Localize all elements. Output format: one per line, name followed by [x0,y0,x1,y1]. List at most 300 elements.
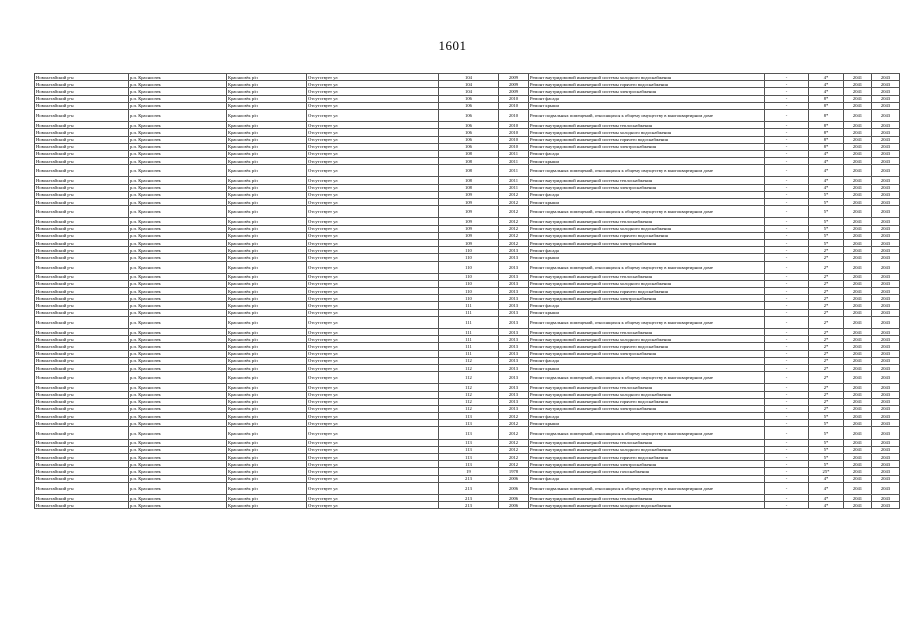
year-to-cell: 2043 [872,482,900,494]
district-cell: Новоалтайский р-н [35,177,129,184]
house-number-cell: 113 [439,427,499,439]
street-cell: Отсутствует ул [307,413,439,420]
year-built-cell: 2012 [499,446,529,453]
settlement-cell: р.п. Красноозек [129,350,227,357]
year-from-cell: 2041 [844,329,872,336]
value-cell: 2* [809,343,844,350]
table-row [35,502,900,509]
year-from-cell: 2041 [844,109,872,121]
year-built-cell: 2012 [499,454,529,461]
street-cell: Отсутствует ул [307,191,439,198]
district-cell: Новоалтайский р-н [35,218,129,225]
year-from-cell: 2041 [844,295,872,302]
value-cell: 5* [809,427,844,439]
street-cell: Отсутствует ул [307,446,439,453]
value-cell: 8* [809,95,844,102]
year-built-cell: 2013 [499,288,529,295]
street-cell: Отсутствует ул [307,136,439,143]
dash-cell: - [765,413,809,420]
work-type-cell: Ремонт внутридомовой инженерной системы электроснабжения [529,184,765,191]
year-to-cell: 2043 [872,165,900,177]
district-cell: Новоалтайский р-н [35,413,129,420]
year-from-cell: 2041 [844,350,872,357]
work-type-cell: Ремонт крыши [529,158,765,165]
year-from-cell: 2041 [844,372,872,384]
year-to-cell: 2043 [872,439,900,446]
year-to-cell: 2043 [872,468,900,475]
dash-cell: - [765,199,809,206]
district-cell: Новоалтайский р-н [35,232,129,239]
value-cell: 4* [809,165,844,177]
year-built-cell: 2012 [499,413,529,420]
house-number-cell: 110 [439,273,499,280]
settlement-cell: р.п. Красноозек [129,88,227,95]
work-type-cell: Ремонт фасада [529,302,765,309]
municipality-cell: Красноозёк р/п [227,364,307,371]
work-type-cell: Ремонт внутридомовой инженерной системы холодного водоснабжения [529,446,765,453]
settlement-cell: р.п. Красноозек [129,316,227,328]
street-cell: Отсутствует ул [307,502,439,509]
district-cell: Новоалтайский р-н [35,102,129,109]
value-cell: 2* [809,247,844,254]
settlement-cell: р.п. Красноозек [129,446,227,453]
year-from-cell: 2041 [844,95,872,102]
table-row [35,239,900,246]
year-from-cell: 2041 [844,184,872,191]
work-type-cell: Ремонт внутридомовой инженерной системы электроснабжения [529,461,765,468]
settlement-cell: р.п. Красноозек [129,81,227,88]
table-row [35,494,900,501]
work-type-cell: Ремонт внутридомовой инженерной системы горячего водоснабжения [529,454,765,461]
year-to-cell: 2043 [872,74,900,81]
street-cell: Отсутствует ул [307,372,439,384]
district-cell: Новоалтайский р-н [35,372,129,384]
year-from-cell: 2041 [844,247,872,254]
district-cell: Новоалтайский р-н [35,295,129,302]
table-row [35,150,900,157]
table-row [35,109,900,121]
municipality-cell: Красноозёк р/п [227,136,307,143]
table-row [35,184,900,191]
value-cell: 2* [809,372,844,384]
street-cell: Отсутствует ул [307,232,439,239]
street-cell: Отсутствует ул [307,461,439,468]
house-number-cell: 109 [439,218,499,225]
work-type-cell: Ремонт подвальных помещений, относящихся к общему имуществу в многоквартирном доме [529,109,765,121]
year-built-cell: 2006 [499,502,529,509]
dash-cell: - [765,427,809,439]
settlement-cell: р.п. Красноозек [129,109,227,121]
year-from-cell: 2041 [844,398,872,405]
municipality-cell: Красноозёк р/п [227,109,307,121]
district-cell: Новоалтайский р-н [35,302,129,309]
value-cell: 4* [809,88,844,95]
district-cell: Новоалтайский р-н [35,136,129,143]
year-built-cell: 1978 [499,468,529,475]
value-cell: 2* [809,309,844,316]
year-from-cell: 2041 [844,88,872,95]
street-cell: Отсутствует ул [307,143,439,150]
dash-cell: - [765,184,809,191]
year-from-cell: 2041 [844,420,872,427]
year-built-cell: 2011 [499,158,529,165]
work-type-cell: Ремонт внутридомовой инженерной системы электроснабжения [529,143,765,150]
settlement-cell: р.п. Красноозек [129,177,227,184]
year-from-cell: 2041 [844,225,872,232]
settlement-cell: р.п. Красноозек [129,247,227,254]
year-built-cell: 2012 [499,218,529,225]
year-built-cell: 2012 [499,232,529,239]
year-to-cell: 2043 [872,247,900,254]
house-number-cell: 106 [439,136,499,143]
work-type-cell: Ремонт внутридомовой инженерной системы электроснабжения [529,350,765,357]
value-cell: 2* [809,288,844,295]
dash-cell: - [765,329,809,336]
district-cell: Новоалтайский р-н [35,343,129,350]
year-from-cell: 2041 [844,454,872,461]
municipality-cell: Красноозёк р/п [227,405,307,412]
year-to-cell: 2043 [872,95,900,102]
year-built-cell: 2013 [499,391,529,398]
house-number-cell: 109 [439,225,499,232]
year-from-cell: 2041 [844,273,872,280]
work-type-cell: Ремонт подвальных помещений, относящихся к общему имуществу в многоквартирном доме [529,372,765,384]
municipality-cell: Красноозёк р/п [227,427,307,439]
dash-cell: - [765,295,809,302]
year-from-cell: 2041 [844,482,872,494]
dash-cell: - [765,273,809,280]
house-number-cell: 109 [439,206,499,218]
year-from-cell: 2041 [844,165,872,177]
street-cell: Отсутствует ул [307,177,439,184]
work-type-cell: Ремонт внутридомовой инженерной системы теплоснабжения [529,273,765,280]
table-row [35,446,900,453]
value-cell: 2* [809,391,844,398]
year-built-cell: 2013 [499,372,529,384]
settlement-cell: р.п. Красноозек [129,225,227,232]
dash-cell: - [765,316,809,328]
year-from-cell: 2041 [844,191,872,198]
street-cell: Отсутствует ул [307,254,439,261]
settlement-cell: р.п. Красноозек [129,502,227,509]
street-cell: Отсутствует ул [307,468,439,475]
table-row [35,364,900,371]
work-type-cell: Ремонт крыши [529,309,765,316]
year-built-cell: 2010 [499,143,529,150]
value-cell: 2* [809,350,844,357]
work-type-cell: Ремонт крыши [529,199,765,206]
value-cell: 4* [809,150,844,157]
settlement-cell: р.п. Красноозек [129,357,227,364]
year-built-cell: 2013 [499,343,529,350]
municipality-cell: Красноозёк р/п [227,158,307,165]
table-row [35,475,900,482]
house-number-cell: 106 [439,102,499,109]
municipality-cell: Красноозёк р/п [227,199,307,206]
dash-cell: - [765,343,809,350]
dash-cell: - [765,357,809,364]
year-built-cell: 2006 [499,494,529,501]
year-built-cell: 2009 [499,81,529,88]
municipality-cell: Красноозёк р/п [227,384,307,391]
district-cell: Новоалтайский р-н [35,129,129,136]
table-row [35,165,900,177]
settlement-cell: р.п. Красноозек [129,165,227,177]
municipality-cell: Красноозёк р/п [227,95,307,102]
year-built-cell: 2012 [499,199,529,206]
work-type-cell: Ремонт внутридомовой инженерной системы теплоснабжения [529,439,765,446]
year-to-cell: 2043 [872,302,900,309]
municipality-cell: Красноозёк р/п [227,254,307,261]
year-from-cell: 2041 [844,143,872,150]
district-cell: Новоалтайский р-н [35,81,129,88]
house-number-cell: 111 [439,316,499,328]
dash-cell: - [765,177,809,184]
table-row [35,206,900,218]
house-number-cell: 110 [439,254,499,261]
district-cell: Новоалтайский р-н [35,158,129,165]
year-from-cell: 2041 [844,288,872,295]
year-from-cell: 2041 [844,218,872,225]
district-cell: Новоалтайский р-н [35,475,129,482]
value-cell: 5* [809,446,844,453]
settlement-cell: р.п. Красноозек [129,295,227,302]
house-number-cell: 112 [439,357,499,364]
year-from-cell: 2041 [844,316,872,328]
street-cell: Отсутствует ул [307,165,439,177]
value-cell: 8* [809,102,844,109]
work-type-cell: Ремонт фасада [529,357,765,364]
municipality-cell: Красноозёк р/п [227,122,307,129]
table-row [35,199,900,206]
street-cell: Отсутствует ул [307,427,439,439]
work-type-cell: Ремонт внутридомовой инженерной системы горячего водоснабжения [529,232,765,239]
dash-cell: - [765,336,809,343]
district-cell: Новоалтайский р-н [35,384,129,391]
year-to-cell: 2043 [872,391,900,398]
year-built-cell: 2013 [499,364,529,371]
municipality-cell: Красноозёк р/п [227,165,307,177]
table-row [35,273,900,280]
settlement-cell: р.п. Красноозек [129,136,227,143]
house-number-cell: 106 [439,109,499,121]
year-to-cell: 2043 [872,288,900,295]
municipality-cell: Красноозёк р/п [227,391,307,398]
district-cell: Новоалтайский р-н [35,329,129,336]
year-built-cell: 2013 [499,350,529,357]
house-number-cell: 109 [439,191,499,198]
municipality-cell: Красноозёк р/п [227,102,307,109]
street-cell: Отсутствует ул [307,482,439,494]
year-to-cell: 2043 [872,122,900,129]
district-cell: Новоалтайский р-н [35,357,129,364]
street-cell: Отсутствует ул [307,81,439,88]
dash-cell: - [765,494,809,501]
house-number-cell: 112 [439,372,499,384]
municipality-cell: Красноозёк р/п [227,81,307,88]
settlement-cell: р.п. Красноозек [129,158,227,165]
settlement-cell: р.п. Красноозек [129,218,227,225]
district-cell: Новоалтайский р-н [35,427,129,439]
settlement-cell: р.п. Красноозек [129,468,227,475]
house-number-cell: 110 [439,261,499,273]
year-to-cell: 2043 [872,254,900,261]
district-cell: Новоалтайский р-н [35,150,129,157]
value-cell: 5* [809,199,844,206]
settlement-cell: р.п. Красноозек [129,454,227,461]
value-cell: 8* [809,143,844,150]
district-cell: Новоалтайский р-н [35,398,129,405]
house-number-cell: 104 [439,81,499,88]
year-built-cell: 2011 [499,184,529,191]
dash-cell: - [765,384,809,391]
dash-cell: - [765,109,809,121]
settlement-cell: р.п. Красноозек [129,482,227,494]
year-to-cell: 2043 [872,357,900,364]
value-cell: 5* [809,461,844,468]
year-from-cell: 2041 [844,446,872,453]
municipality-cell: Красноозёк р/п [227,247,307,254]
street-cell: Отсутствует ул [307,225,439,232]
house-number-cell: 113 [439,439,499,446]
dash-cell: - [765,206,809,218]
year-from-cell: 2041 [844,364,872,371]
dash-cell: - [765,364,809,371]
year-built-cell: 2013 [499,384,529,391]
dash-cell: - [765,122,809,129]
district-cell: Новоалтайский р-н [35,364,129,371]
work-type-cell: Ремонт фасада [529,247,765,254]
dash-cell: - [765,420,809,427]
year-to-cell: 2043 [872,427,900,439]
house-number-cell: 106 [439,95,499,102]
year-to-cell: 2043 [872,136,900,143]
settlement-cell: р.п. Красноозек [129,199,227,206]
work-type-cell: Ремонт крыши [529,364,765,371]
year-from-cell: 2041 [844,206,872,218]
settlement-cell: р.п. Красноозек [129,309,227,316]
value-cell: 4* [809,177,844,184]
table-row [35,136,900,143]
dash-cell: - [765,165,809,177]
district-cell: Новоалтайский р-н [35,239,129,246]
house-number-cell: 104 [439,88,499,95]
municipality-cell: Красноозёк р/п [227,206,307,218]
year-to-cell: 2043 [872,273,900,280]
house-number-cell: 108 [439,165,499,177]
settlement-cell: р.п. Красноозек [129,475,227,482]
house-number-cell: 111 [439,329,499,336]
district-cell: Новоалтайский р-н [35,254,129,261]
year-built-cell: 2012 [499,439,529,446]
year-from-cell: 2041 [844,384,872,391]
dash-cell: - [765,350,809,357]
dash-cell: - [765,461,809,468]
year-to-cell: 2043 [872,309,900,316]
municipality-cell: Красноозёк р/п [227,439,307,446]
year-built-cell: 2013 [499,405,529,412]
value-cell: 5* [809,439,844,446]
dash-cell: - [765,372,809,384]
table-row [35,143,900,150]
settlement-cell: р.п. Красноозек [129,273,227,280]
settlement-cell: р.п. Красноозек [129,372,227,384]
year-from-cell: 2041 [844,405,872,412]
year-to-cell: 2043 [872,502,900,509]
year-to-cell: 2043 [872,343,900,350]
year-to-cell: 2043 [872,446,900,453]
settlement-cell: р.п. Красноозек [129,254,227,261]
municipality-cell: Красноозёк р/п [227,316,307,328]
page-number: 1601 [438,38,467,53]
year-to-cell: 2043 [872,232,900,239]
district-cell: Новоалтайский р-н [35,95,129,102]
year-from-cell: 2041 [844,122,872,129]
year-to-cell: 2043 [872,494,900,501]
work-type-cell: Ремонт внутридомовой инженерной системы теплоснабжения [529,177,765,184]
district-cell: Новоалтайский р-н [35,420,129,427]
house-number-cell: 113 [439,446,499,453]
year-to-cell: 2043 [872,316,900,328]
work-type-cell: Ремонт фасада [529,413,765,420]
settlement-cell: р.п. Красноозек [129,184,227,191]
table-row [35,158,900,165]
district-cell: Новоалтайский р-н [35,280,129,287]
year-built-cell: 2013 [499,254,529,261]
municipality-cell: Красноозёк р/п [227,295,307,302]
year-built-cell: 2013 [499,329,529,336]
street-cell: Отсутствует ул [307,454,439,461]
value-cell: 4* [809,184,844,191]
year-built-cell: 2011 [499,150,529,157]
settlement-cell: р.п. Красноозек [129,288,227,295]
dash-cell: - [765,454,809,461]
value-cell: 5* [809,232,844,239]
table-row [35,288,900,295]
year-to-cell: 2043 [872,158,900,165]
year-from-cell: 2041 [844,427,872,439]
year-from-cell: 2041 [844,391,872,398]
year-built-cell: 2013 [499,261,529,273]
table-row [35,95,900,102]
house-number-cell: 111 [439,343,499,350]
street-cell: Отсутствует ул [307,184,439,191]
table-row [35,102,900,109]
year-to-cell: 2043 [872,225,900,232]
table-row [35,439,900,446]
year-built-cell: 2013 [499,247,529,254]
house-number-cell: 113 [439,413,499,420]
house-number-cell: 110 [439,247,499,254]
work-type-cell: Ремонт внутридомовой инженерной системы электроснабжения [529,88,765,95]
settlement-cell: р.п. Красноозек [129,150,227,157]
house-number-cell: 213 [439,475,499,482]
table-row [35,254,900,261]
year-from-cell: 2041 [844,461,872,468]
value-cell: 5* [809,191,844,198]
table-row [35,280,900,287]
municipality-cell: Красноозёк р/п [227,329,307,336]
work-type-cell: Ремонт фасада [529,475,765,482]
house-number-cell: 108 [439,158,499,165]
value-cell: 5* [809,420,844,427]
table-row [35,405,900,412]
dash-cell: - [765,232,809,239]
house-number-cell: 106 [439,143,499,150]
value-cell: 4* [809,502,844,509]
house-number-cell: 110 [439,295,499,302]
dash-cell: - [765,309,809,316]
